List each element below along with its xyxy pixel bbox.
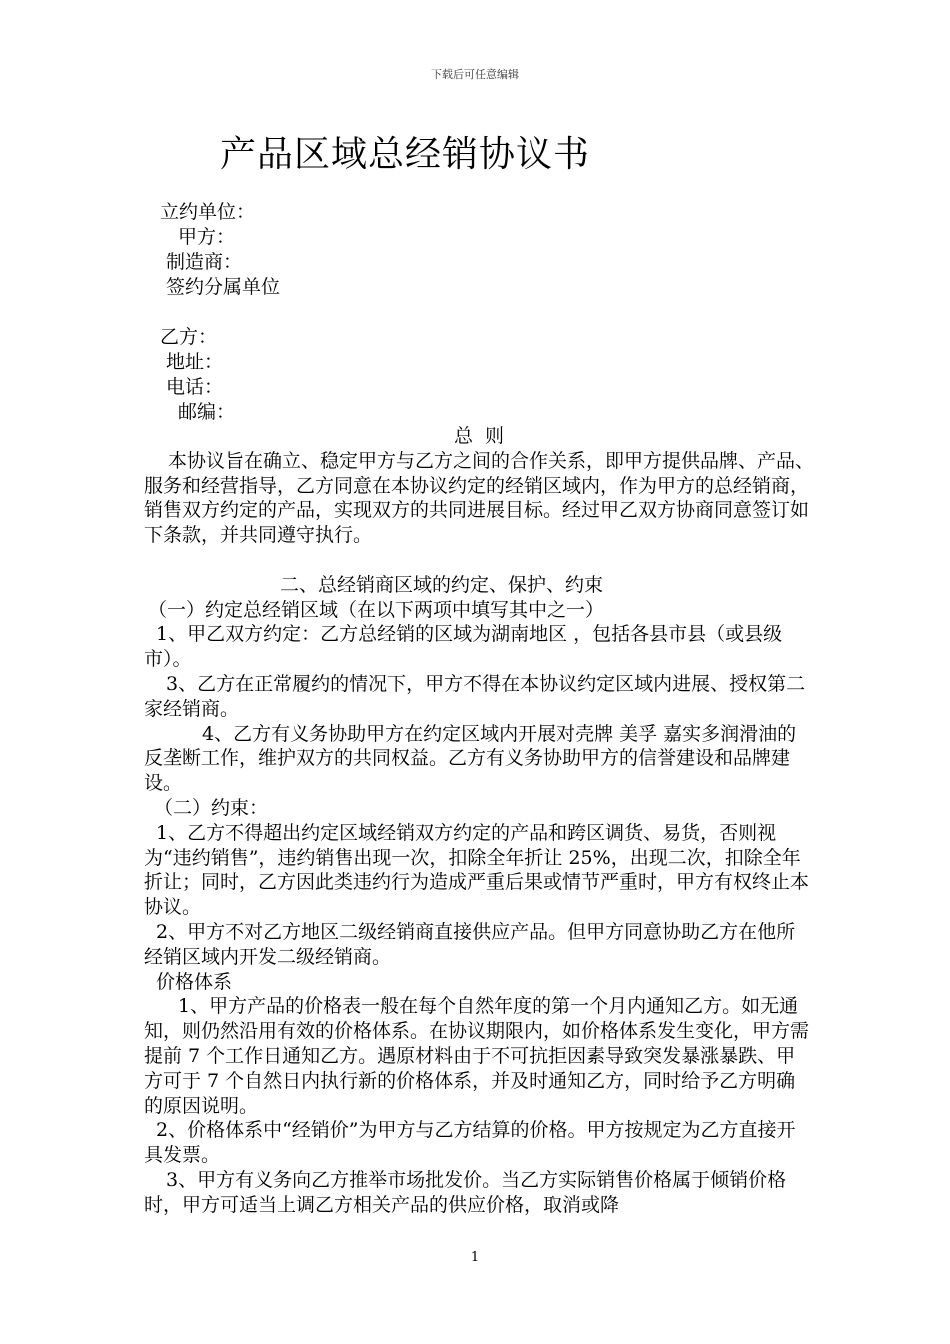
general-heading: 总 则 [453, 425, 505, 447]
constraint-2: 2、甲方不对乙方地区二级经销商直接供应产品。但甲方同意协助乙方在他所经销区域内开发二级经销商。 [144, 920, 796, 968]
address-label: 地址： [166, 351, 224, 373]
postcode-label: 邮编： [178, 401, 236, 423]
manufacturer-label: 制造商： [166, 251, 243, 273]
header-note: 下载后可任意编辑 [431, 68, 519, 81]
page-number: 1 [470, 1250, 480, 1265]
phone-label: 电话： [166, 376, 224, 398]
constraint-1: 1、乙方不得超出约定区域经销双方约定的产品和跨区调货、易货，否则视为“违约销售”，违约销售出现一次，扣除全年折让 25%，出现二次，扣除全年折让；同时，乙方因此类违约行为造成严重后果或情节严重时，甲方有权终止本协议。 [144, 821, 810, 919]
party-a-label: 甲方： [178, 226, 236, 248]
party-b-label: 乙方： [160, 326, 218, 348]
price-heading: 价格体系 [156, 970, 233, 993]
section2-item1: 1、甲乙双方约定：乙方总经销的区域为湖南地区 ，包括各县市县（或县级市）。 [144, 623, 783, 671]
section2-item4: 4、乙方有义务协助甲方在约定区域内开展对壳牌 美孚 嘉实多润滑油的反垄断工作，维护双方的共同权益。乙方有义务协助甲方的信誉建设和品牌建设。 [144, 722, 797, 795]
price-paragraph-2: 2、价格体系中“经销价”为甲方与乙方结算的价格。甲方按规定为乙方直接开具发票。 [144, 1119, 796, 1167]
document-body [144, 424, 814, 1218]
affiliate-label: 签约分属单位 [166, 276, 281, 298]
signing-unit-label: 立约单位： [160, 201, 256, 223]
section2-sub2: （二）约束： [154, 796, 269, 819]
section2-sub1: （一）约定总经销区域（在以下两项中填写其中之一） [148, 598, 605, 621]
general-paragraph: 本协议旨在确立、稳定甲方与乙方之间的合作关系，即甲方提供品牌、产品、服务和经营指导，乙方同意在本协议约定的经销区域内，作为甲方的总经销商，销售双方约定的产品，实现双方的共同进展目标。经过甲乙双方协商同意签订如下条款，并共同遵守执行。 [144, 449, 815, 547]
price-paragraph-3: 3、甲方有义务向乙方推举市场批发价。当乙方实际销售价格属于倾销价格时，甲方可适当上调乙方相关产品的供应价格，取消或降 [144, 1168, 787, 1216]
section2-heading: 二、总经销商区域的约定、保护、约束 [280, 573, 604, 596]
price-paragraph-1: 1、甲方产品的价格表一般在每个自然年度的第一个月内通知乙方。如无通知，则仍然沿用有效的价格体系。在协议期限内，如价格体系发生变化，甲方需提前 7 个工作日通知乙方。遇原材料由于不可抗拒因素导致突发暴涨暴跌、甲方可于 7 个自然日内执行新的价格体系，并及时通知乙方，同时给予乙方明确的原因说明。 [144, 995, 810, 1117]
document-title: 产品区域总经销协议书 [220, 134, 591, 175]
section2-item3: 3、乙方在正常履约的情况下，甲方不得在本协议约定区域内进展、授权第二家经销商。 [144, 672, 806, 720]
